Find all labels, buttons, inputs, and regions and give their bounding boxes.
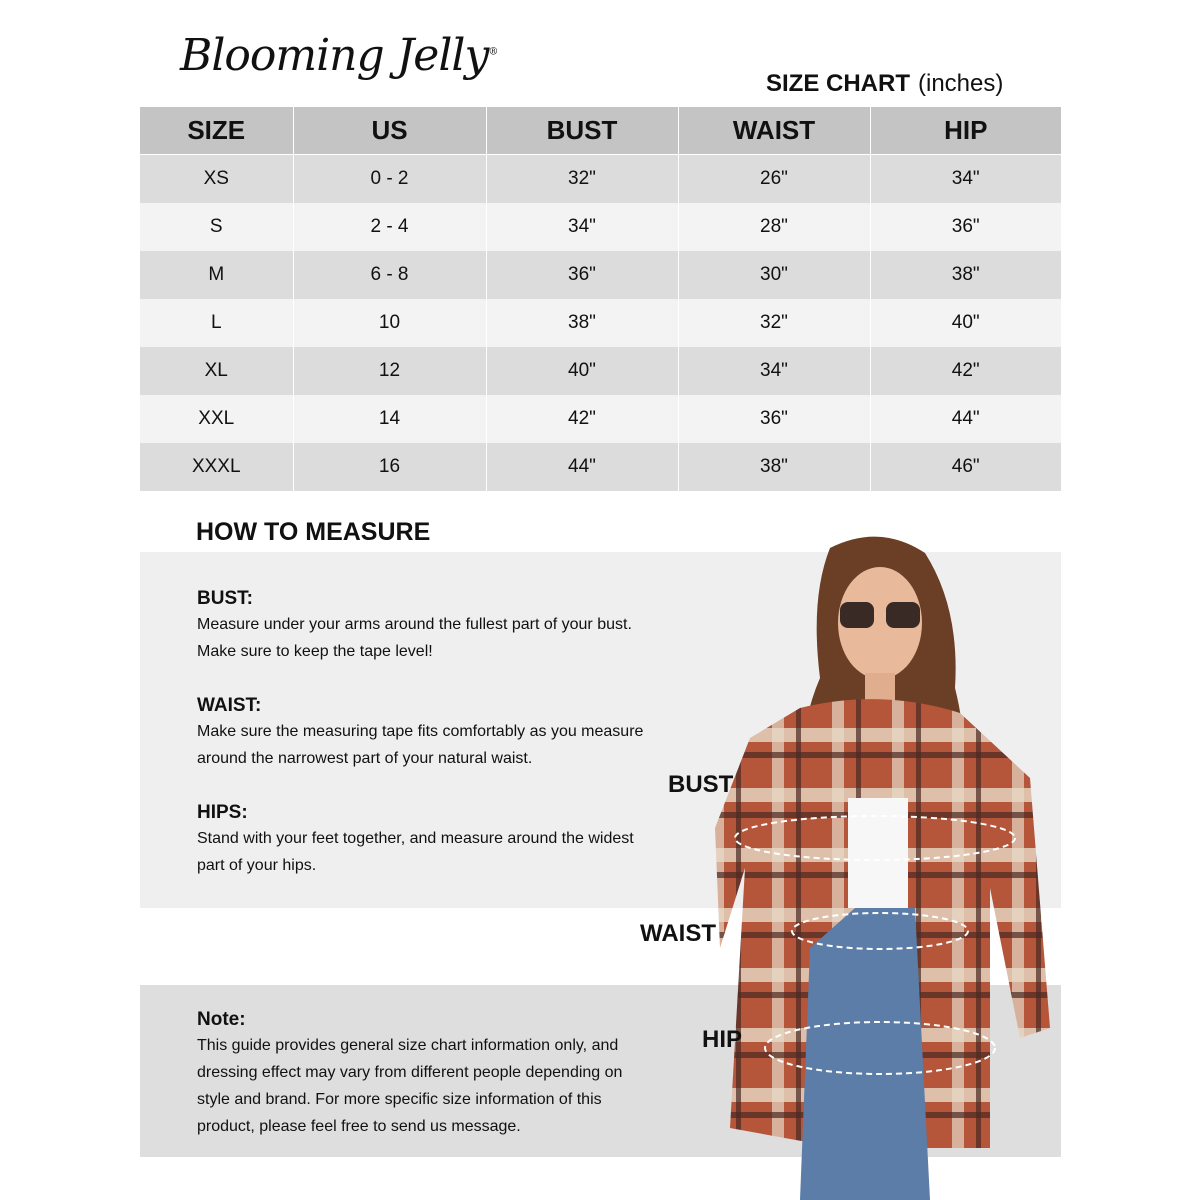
table-cell: 32" — [486, 155, 678, 204]
model-bust-label: BUST — [668, 771, 734, 798]
bust-line: Make sure to keep the tape level! — [197, 643, 433, 660]
model-waist-label: WAIST — [640, 920, 716, 947]
table-cell: 6 - 8 — [293, 251, 486, 299]
table-cell: 40" — [486, 347, 678, 395]
waist-title: WAIST: — [197, 695, 262, 716]
table-cell: 12 — [293, 347, 486, 395]
table-cell: XXXL — [140, 443, 293, 491]
table-cell: 44" — [870, 395, 1061, 443]
note-line: product, please feel free to send us message. — [197, 1118, 521, 1135]
brand-name: Blooming Jelly — [180, 30, 489, 81]
table-cell: 2 - 4 — [293, 203, 486, 251]
table-cell: 42" — [870, 347, 1061, 395]
size-table — [140, 107, 1061, 491]
column-header: SIZE — [140, 107, 293, 155]
waist-line: around the narrowest part of your natural waist. — [197, 750, 533, 767]
table-row — [140, 155, 1061, 204]
table-cell: XXL — [140, 395, 293, 443]
table-cell: 36" — [870, 203, 1061, 251]
model-hip-label: HIP — [702, 1026, 743, 1053]
note-line: dressing effect may vary from different people depending on — [197, 1064, 623, 1081]
note-line: style and brand. For more specific size information of this — [197, 1091, 602, 1108]
title-main: SIZE CHART — [766, 70, 910, 97]
table-cell: 10 — [293, 299, 486, 347]
table-cell: 34" — [870, 155, 1061, 204]
registered-mark: ® — [488, 46, 498, 58]
table-cell: 0 - 2 — [293, 155, 486, 204]
table-cell: S — [140, 203, 293, 251]
table-cell: 44" — [486, 443, 678, 491]
table-row — [140, 443, 1061, 491]
note-title: Note: — [197, 1009, 246, 1030]
table-cell: XS — [140, 155, 293, 204]
hips-instructions — [197, 801, 677, 879]
hips-title: HIPS: — [197, 802, 248, 823]
bust-title: BUST: — [197, 588, 253, 609]
table-cell: 46" — [870, 443, 1061, 491]
table-cell: 34" — [486, 203, 678, 251]
model-photo — [690, 528, 1070, 1200]
table-header-row — [140, 107, 1061, 155]
table-row — [140, 299, 1061, 347]
table-cell: 38" — [678, 443, 870, 491]
table-row — [140, 251, 1061, 299]
table-row — [140, 203, 1061, 251]
table-cell: 36" — [678, 395, 870, 443]
table-cell: 14 — [293, 395, 486, 443]
table-cell: 16 — [293, 443, 486, 491]
how-to-measure-heading: HOW TO MEASURE — [196, 518, 431, 546]
column-header: HIP — [870, 107, 1061, 155]
table-cell: L — [140, 299, 293, 347]
table-cell: XL — [140, 347, 293, 395]
table-cell: 38" — [870, 251, 1061, 299]
table-cell: M — [140, 251, 293, 299]
hips-line: part of your hips. — [197, 857, 317, 874]
hips-line: Stand with your feet together, and measure around the widest — [197, 830, 634, 847]
column-header: WAIST — [678, 107, 870, 155]
table-cell: 30" — [678, 251, 870, 299]
waist-instructions — [197, 694, 677, 772]
bust-instructions — [197, 587, 677, 665]
table-cell: 42" — [486, 395, 678, 443]
title-unit: (inches) — [918, 70, 1004, 97]
table-cell: 34" — [678, 347, 870, 395]
table-cell: 40" — [870, 299, 1061, 347]
table-cell: 28" — [678, 203, 870, 251]
waist-line: Make sure the measuring tape fits comfortably as you measure — [197, 723, 644, 740]
table-cell: 36" — [486, 251, 678, 299]
table-row — [140, 395, 1061, 443]
table-cell: 32" — [678, 299, 870, 347]
table-cell: 26" — [678, 155, 870, 204]
column-header: US — [293, 107, 486, 155]
size-chart-title — [766, 70, 1003, 98]
note-line: This guide provides general size chart information only, and — [197, 1037, 619, 1054]
table-cell: 38" — [486, 299, 678, 347]
note-block — [197, 1008, 667, 1140]
brand-logo — [180, 30, 497, 81]
column-header: BUST — [486, 107, 678, 155]
bust-line: Measure under your arms around the fullest part of your bust. — [197, 616, 632, 633]
table-row — [140, 347, 1061, 395]
